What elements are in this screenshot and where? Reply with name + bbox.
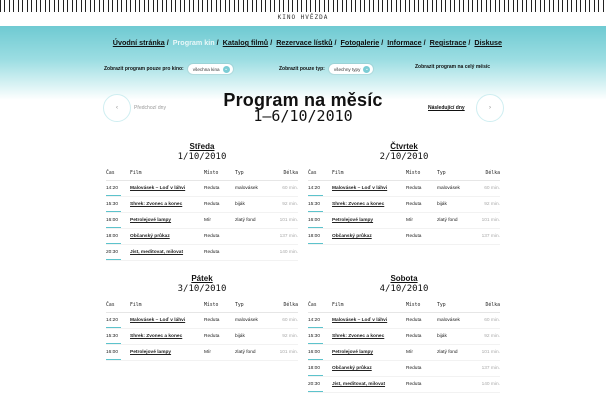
table-row bbox=[308, 197, 500, 213]
row-type: malovásek bbox=[437, 181, 473, 197]
nav-item-program[interactable]: Program kin bbox=[172, 38, 215, 47]
cinema-filter bbox=[104, 64, 233, 74]
row-time: 14:20 bbox=[308, 181, 332, 197]
table-row bbox=[106, 245, 298, 261]
col-length: Délka bbox=[473, 169, 500, 181]
row-length: 101 min. bbox=[271, 345, 298, 361]
row-film-link[interactable]: Malovásek – Loď v láhvi bbox=[130, 313, 204, 329]
col-place: Místo bbox=[204, 301, 235, 313]
table-row bbox=[106, 329, 298, 345]
table-header bbox=[308, 169, 500, 181]
row-time: 18:00 bbox=[106, 229, 130, 245]
day-block bbox=[106, 274, 298, 361]
day-name[interactable]: Pátek bbox=[191, 274, 213, 283]
day-date: 2/10/2010 bbox=[379, 152, 429, 162]
nav-item-registration[interactable]: Registrace bbox=[429, 38, 467, 47]
table-row bbox=[308, 213, 500, 229]
row-length: 60 min. bbox=[271, 181, 298, 197]
col-type: Typ bbox=[437, 169, 473, 181]
nav-separator: / bbox=[468, 38, 471, 47]
row-film-link[interactable]: Občanský průkaz bbox=[332, 361, 406, 377]
table-row bbox=[106, 181, 298, 197]
table-row bbox=[308, 313, 500, 329]
table-row bbox=[106, 345, 298, 361]
row-place: Reduta bbox=[406, 181, 437, 197]
table-row bbox=[308, 229, 500, 245]
program-table bbox=[308, 169, 500, 245]
date-range: 1–6/10/2010 bbox=[253, 107, 353, 125]
row-film-link[interactable]: Občanský průkaz bbox=[332, 229, 406, 245]
col-time: Čas bbox=[106, 301, 130, 313]
row-place: Reduta bbox=[204, 245, 235, 261]
row-time: 15:30 bbox=[106, 329, 130, 345]
row-type bbox=[437, 229, 473, 245]
row-type: biják bbox=[235, 197, 271, 213]
row-length: 137 min. bbox=[473, 229, 500, 245]
row-length: 92 min. bbox=[473, 197, 500, 213]
row-place: Reduta bbox=[406, 197, 437, 213]
nav-separator: / bbox=[216, 38, 219, 47]
barcode-decoration bbox=[0, 0, 606, 12]
cinema-select[interactable] bbox=[188, 64, 233, 74]
whole-week-link-label: Zobrazit program na celý měsíc bbox=[415, 64, 491, 70]
col-time: Čas bbox=[308, 301, 332, 313]
nav-item-info[interactable]: Informace bbox=[387, 38, 422, 47]
row-time: 15:30 bbox=[308, 197, 332, 213]
main-nav bbox=[113, 38, 502, 47]
col-film: Film bbox=[332, 301, 406, 313]
col-film: Film bbox=[332, 169, 406, 181]
table-row bbox=[106, 197, 298, 213]
table-row bbox=[106, 229, 298, 245]
row-length: 101 min. bbox=[473, 345, 500, 361]
chevron-left-icon: ‹ bbox=[116, 105, 118, 111]
chevron-down-icon: ⌄ bbox=[364, 65, 369, 72]
row-type: zlatý fond bbox=[437, 345, 473, 361]
row-length: 92 min. bbox=[271, 329, 298, 345]
row-length: 140 min. bbox=[271, 245, 298, 261]
row-time: 16:00 bbox=[106, 345, 130, 361]
next-days-label[interactable]: Následující dny bbox=[428, 105, 465, 111]
row-place: Mír bbox=[204, 345, 235, 361]
col-time: Čas bbox=[106, 169, 130, 181]
row-place: Reduta bbox=[204, 313, 235, 329]
row-place: Reduta bbox=[406, 377, 437, 393]
row-type bbox=[437, 377, 473, 393]
col-length: Délka bbox=[271, 301, 298, 313]
row-type bbox=[437, 361, 473, 377]
row-film-link[interactable]: Malovásek – Loď v láhvi bbox=[332, 313, 406, 329]
col-place: Místo bbox=[406, 169, 437, 181]
day-date: 3/10/2010 bbox=[177, 284, 227, 294]
col-length: Délka bbox=[473, 301, 500, 313]
row-film-link[interactable]: Shrek: Zvonec a konec bbox=[332, 329, 406, 345]
row-length: 140 min. bbox=[473, 377, 500, 393]
col-type: Typ bbox=[235, 301, 271, 313]
row-length: 60 min. bbox=[473, 313, 500, 329]
whole-week-link[interactable] bbox=[415, 64, 490, 70]
table-row bbox=[106, 213, 298, 229]
nav-item-home[interactable]: Úvodní stránka bbox=[112, 38, 165, 47]
row-time: 18:00 bbox=[308, 361, 332, 377]
row-film-link[interactable]: Shrek: Zvonec a konec bbox=[332, 197, 406, 213]
row-place: Reduta bbox=[406, 313, 437, 329]
row-time: 14:20 bbox=[308, 313, 332, 329]
nav-item-gallery[interactable]: Fotogalerie bbox=[340, 38, 380, 47]
table-row bbox=[308, 361, 500, 377]
row-type: biják bbox=[437, 329, 473, 345]
day-name[interactable]: Sobota bbox=[390, 274, 418, 283]
nav-separator: / bbox=[334, 38, 337, 47]
program-table bbox=[106, 301, 298, 361]
row-type: zlatý fond bbox=[235, 213, 271, 229]
nav-separator: / bbox=[270, 38, 273, 47]
row-length: 60 min. bbox=[473, 181, 500, 197]
row-place: Mír bbox=[406, 345, 437, 361]
nav-separator: / bbox=[423, 38, 426, 47]
row-film-link[interactable]: Shrek: Zvonec a konec bbox=[130, 329, 204, 345]
day-block bbox=[308, 142, 500, 245]
row-type: zlatý fond bbox=[235, 345, 271, 361]
row-type: malovásek bbox=[235, 313, 271, 329]
prev-days-label[interactable]: Předchozí dny bbox=[134, 105, 166, 111]
row-film-link[interactable]: Jíst, meditovat, milovat bbox=[332, 377, 406, 393]
col-film: Film bbox=[130, 301, 204, 313]
row-time: 14:20 bbox=[106, 181, 130, 197]
row-time: 15:30 bbox=[106, 197, 130, 213]
nav-separator: / bbox=[166, 38, 169, 47]
row-film-link[interactable]: Malovásek – Loď v láhvi bbox=[332, 181, 406, 197]
row-type: malovásek bbox=[437, 313, 473, 329]
site-name: KINO HVĚZDA bbox=[277, 14, 329, 21]
col-film: Film bbox=[130, 169, 204, 181]
table-header bbox=[106, 169, 298, 181]
day-block bbox=[106, 142, 298, 261]
day-date: 1/10/2010 bbox=[177, 152, 227, 162]
row-time: 16:00 bbox=[308, 345, 332, 361]
table-row bbox=[308, 345, 500, 361]
col-type: Typ bbox=[235, 169, 271, 181]
row-type bbox=[235, 245, 271, 261]
cinema-filter-label: Zobrazit program pouze pro kino: bbox=[104, 66, 184, 72]
row-film-link[interactable]: Petrolejové lampy bbox=[332, 345, 406, 361]
filter-bar bbox=[0, 64, 606, 74]
table-row bbox=[308, 181, 500, 197]
col-type: Typ bbox=[437, 301, 473, 313]
row-film-link[interactable]: Občanský průkaz bbox=[130, 229, 204, 245]
row-type: biják bbox=[235, 329, 271, 345]
row-film-link[interactable]: Petrolejové lampy bbox=[130, 213, 204, 229]
day-name[interactable]: Čtvrtek bbox=[390, 142, 418, 151]
col-time: Čas bbox=[308, 169, 332, 181]
row-time: 16:00 bbox=[308, 213, 332, 229]
page-title: Program na měsíc bbox=[223, 90, 383, 110]
day-name[interactable]: Středa bbox=[189, 142, 215, 151]
row-film-link[interactable]: Petrolejové lampy bbox=[332, 213, 406, 229]
type-filter bbox=[279, 64, 373, 74]
nav-item-catalog[interactable]: Katalog filmů bbox=[222, 38, 269, 47]
day-block bbox=[308, 274, 500, 393]
cinema-select-value: všechna kina bbox=[192, 66, 220, 72]
row-film-link[interactable]: Shrek: Zvonec a konec bbox=[130, 197, 204, 213]
type-filter-label: Zobrazit pouze typ: bbox=[279, 66, 325, 72]
day-date: 4/10/2010 bbox=[379, 284, 429, 294]
row-place: Mír bbox=[204, 213, 235, 229]
chevron-right-icon: › bbox=[489, 105, 491, 111]
nav-item-reservations[interactable]: Rezervace lístků bbox=[276, 38, 333, 47]
row-place: Mír bbox=[406, 213, 437, 229]
row-place: Reduta bbox=[406, 329, 437, 345]
row-type bbox=[235, 229, 271, 245]
nav-item-discussion[interactable]: Diskuse bbox=[474, 38, 502, 47]
row-time: 15:30 bbox=[308, 329, 332, 345]
row-time: 18:00 bbox=[308, 229, 332, 245]
table-header bbox=[106, 301, 298, 313]
row-film-link[interactable]: Petrolejové lampy bbox=[130, 345, 204, 361]
table-header bbox=[308, 301, 500, 313]
table-row bbox=[106, 313, 298, 329]
row-type: biják bbox=[437, 197, 473, 213]
type-select[interactable] bbox=[329, 64, 374, 74]
row-type: zlatý fond bbox=[437, 213, 473, 229]
row-place: Reduta bbox=[204, 197, 235, 213]
col-place: Místo bbox=[406, 301, 437, 313]
row-type: malovásek bbox=[235, 181, 271, 197]
program-table bbox=[308, 301, 500, 393]
table-row bbox=[308, 377, 500, 393]
row-length: 92 min. bbox=[473, 329, 500, 345]
nav-separator: / bbox=[381, 38, 384, 47]
row-film-link[interactable]: Malovásek – Loď v láhvi bbox=[130, 181, 204, 197]
row-length: 101 min. bbox=[473, 213, 500, 229]
table-row bbox=[308, 329, 500, 345]
row-place: Reduta bbox=[204, 181, 235, 197]
chevron-down-icon: ⌄ bbox=[223, 65, 229, 72]
row-length: 60 min. bbox=[271, 313, 298, 329]
row-length: 92 min. bbox=[271, 197, 298, 213]
row-place: Reduta bbox=[204, 329, 235, 345]
row-film-link[interactable]: Jíst, meditovat, milovat bbox=[130, 245, 204, 261]
row-length: 137 min. bbox=[473, 361, 500, 377]
type-select-value: všechny typy bbox=[333, 66, 361, 72]
col-length: Délka bbox=[271, 169, 298, 181]
row-time: 16:00 bbox=[106, 213, 130, 229]
row-time: 20:30 bbox=[308, 377, 332, 393]
row-place: Reduta bbox=[406, 229, 437, 245]
col-place: Místo bbox=[204, 169, 235, 181]
row-place: Reduta bbox=[204, 229, 235, 245]
row-time: 20:30 bbox=[106, 245, 130, 261]
row-length: 137 min. bbox=[271, 229, 298, 245]
row-time: 14:20 bbox=[106, 313, 130, 329]
row-length: 101 min. bbox=[271, 213, 298, 229]
row-place: Reduta bbox=[406, 361, 437, 377]
program-table bbox=[106, 169, 298, 261]
